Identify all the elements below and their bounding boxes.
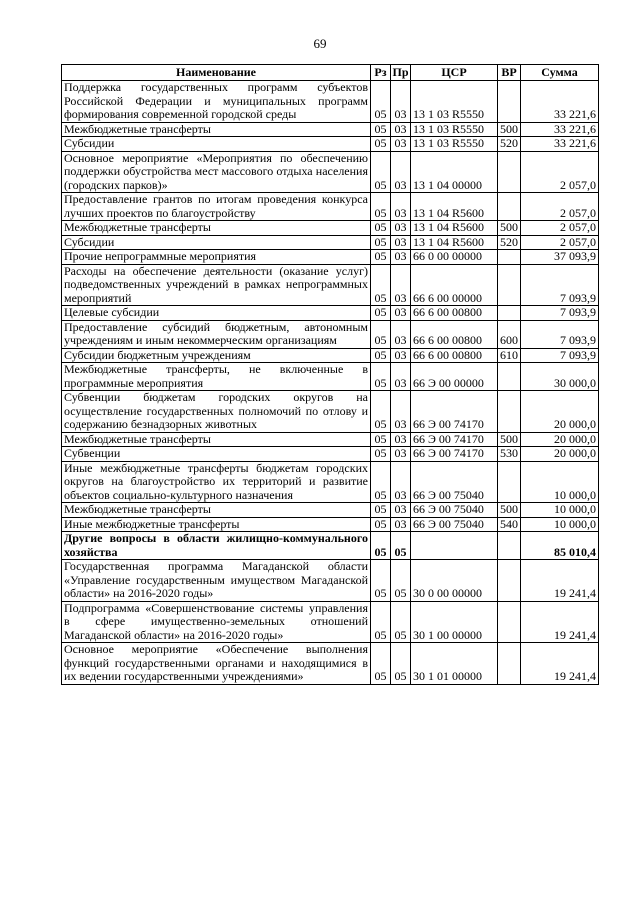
table-row (62, 306, 599, 321)
cell-sum: 2 057,0 (521, 235, 599, 250)
cell-vr (498, 363, 521, 391)
cell-sum: 85 010,4 (521, 532, 599, 560)
table-row (62, 81, 599, 123)
cell-vr (498, 391, 521, 433)
cell-csr: 30 1 00 00000 (411, 601, 498, 643)
cell-rz: 05 (371, 517, 391, 532)
cell-name: Основное мероприятие «Обеспечение выполнения функций государственными органами и находящимися в их ведении государственными учреждениями» (62, 643, 371, 685)
cell-vr (498, 461, 521, 503)
cell-sum: 2 057,0 (521, 221, 599, 236)
cell-sum: 7 093,9 (521, 348, 599, 363)
cell-rz: 05 (371, 264, 391, 306)
table-row (62, 235, 599, 250)
cell-rz: 05 (371, 643, 391, 685)
cell-csr: 66 0 00 00000 (411, 250, 498, 265)
cell-vr (498, 250, 521, 265)
cell-name: Межбюджетные трансферты, не включенные в программные мероприятия (62, 363, 371, 391)
cell-name: Субвенции бюджетам городских округов на осуществление государственных полномочий по отлову и содержанию безнадзорных животных (62, 391, 371, 433)
table-row (62, 320, 599, 348)
cell-rz: 05 (371, 503, 391, 518)
cell-rz: 05 (371, 348, 391, 363)
cell-name: Поддержка государственных программ субъектов Российской Федерации и муниципальных программ формирования современной городской среды (62, 81, 371, 123)
cell-csr: 66 6 00 00800 (411, 320, 498, 348)
cell-vr: 520 (498, 137, 521, 152)
cell-sum: 19 241,4 (521, 560, 599, 602)
cell-pr: 03 (391, 348, 411, 363)
table-row (62, 151, 599, 193)
cell-vr: 520 (498, 235, 521, 250)
cell-vr: 610 (498, 348, 521, 363)
cell-vr (498, 560, 521, 602)
cell-csr: 66 Э 00 74170 (411, 447, 498, 462)
cell-rz: 05 (371, 432, 391, 447)
cell-sum: 10 000,0 (521, 461, 599, 503)
cell-pr: 05 (391, 601, 411, 643)
cell-csr: 13 1 04 R5600 (411, 221, 498, 236)
cell-name: Субвенции (62, 447, 371, 462)
cell-csr: 66 Э 00 00000 (411, 363, 498, 391)
cell-name: Межбюджетные трансферты (62, 122, 371, 137)
header-pr: Пр (392, 64, 409, 79)
table-row (62, 461, 599, 503)
cell-sum: 20 000,0 (521, 432, 599, 447)
cell-sum: 7 093,9 (521, 320, 599, 348)
table-row (62, 122, 599, 137)
cell-rz: 05 (371, 532, 391, 560)
cell-csr: 13 1 03 R5550 (411, 122, 498, 137)
table-row (62, 447, 599, 462)
cell-name: Субсидии (62, 137, 371, 152)
cell-pr: 03 (391, 447, 411, 462)
table-row (62, 560, 599, 602)
table-row (62, 193, 599, 221)
cell-vr (498, 532, 521, 560)
cell-csr: 13 1 04 00000 (411, 151, 498, 193)
cell-vr: 500 (498, 432, 521, 447)
cell-csr: 30 0 00 00000 (411, 560, 498, 602)
table-row (62, 503, 599, 518)
cell-vr (498, 601, 521, 643)
cell-pr: 03 (391, 320, 411, 348)
cell-csr (411, 532, 498, 560)
cell-name: Иные межбюджетные трансферты (62, 517, 371, 532)
cell-pr: 03 (391, 264, 411, 306)
cell-name: Государственная программа Магаданской области «Управление государственным имуществом Магаданской области» на 2016-2020 годы» (62, 560, 371, 602)
page-number: 69 (313, 36, 327, 51)
cell-name: Межбюджетные трансферты (62, 503, 371, 518)
cell-rz: 05 (371, 81, 391, 123)
header-rz: Рз (371, 65, 391, 81)
cell-vr: 500 (498, 122, 521, 137)
cell-sum: 10 000,0 (521, 503, 599, 518)
cell-vr: 530 (498, 447, 521, 462)
cell-name: Подпрограмма «Совершенствование системы управления в сфере имущественно-земельных отношений Магаданской области» на 2016-2020 годы» (62, 601, 371, 643)
cell-vr (498, 643, 521, 685)
cell-pr: 05 (391, 560, 411, 602)
cell-vr (498, 264, 521, 306)
cell-sum: 33 221,6 (521, 137, 599, 152)
cell-rz: 05 (371, 122, 391, 137)
cell-vr: 500 (498, 503, 521, 518)
cell-rz: 05 (371, 363, 391, 391)
cell-csr: 13 1 03 R5550 (411, 137, 498, 152)
cell-name: Межбюджетные трансферты (62, 432, 371, 447)
cell-pr: 03 (391, 235, 411, 250)
cell-sum: 19 241,4 (521, 643, 599, 685)
cell-rz: 05 (371, 560, 391, 602)
table-row (62, 391, 599, 433)
cell-vr (498, 151, 521, 193)
cell-rz: 05 (371, 391, 391, 433)
cell-pr: 03 (391, 363, 411, 391)
cell-name: Предоставление субсидий бюджетным, автономным учреждениям и иным некоммерческим организациям (62, 320, 371, 348)
cell-sum: 10 000,0 (521, 517, 599, 532)
table-row (62, 363, 599, 391)
cell-sum: 33 221,6 (521, 81, 599, 123)
cell-csr: 66 Э 00 75040 (411, 517, 498, 532)
cell-rz: 05 (371, 221, 391, 236)
cell-name: Предоставление грантов по итогам проведения конкурса лучших проектов по благоустройству (62, 193, 371, 221)
cell-pr: 05 (391, 532, 411, 560)
cell-rz: 05 (371, 235, 391, 250)
cell-pr: 05 (391, 643, 411, 685)
cell-name: Иные межбюджетные трансферты бюджетам городских округов на благоустройство их территорий и развитие объектов социально-культурного назначения (62, 461, 371, 503)
cell-name: Субсидии (62, 235, 371, 250)
table-row (62, 137, 599, 152)
cell-csr: 66 Э 00 75040 (411, 503, 498, 518)
cell-sum: 2 057,0 (521, 151, 599, 193)
cell-sum: 37 093,9 (521, 250, 599, 265)
table-row (62, 221, 599, 236)
cell-pr: 03 (391, 122, 411, 137)
table-row (62, 250, 599, 265)
cell-pr: 03 (391, 503, 411, 518)
cell-rz: 05 (371, 306, 391, 321)
table-row (62, 601, 599, 643)
header-csr: ЦСР (411, 65, 498, 81)
cell-csr: 66 Э 00 75040 (411, 461, 498, 503)
cell-rz: 05 (371, 601, 391, 643)
cell-name: Межбюджетные трансферты (62, 221, 371, 236)
table-row (62, 348, 599, 363)
cell-rz: 05 (371, 461, 391, 503)
cell-pr: 03 (391, 432, 411, 447)
cell-csr: 13 1 04 R5600 (411, 193, 498, 221)
cell-csr: 66 6 00 00000 (411, 264, 498, 306)
cell-rz: 05 (371, 151, 391, 193)
cell-pr: 03 (391, 517, 411, 532)
cell-rz: 05 (371, 447, 391, 462)
table-body (62, 81, 599, 685)
cell-pr: 03 (391, 461, 411, 503)
cell-sum: 33 221,6 (521, 122, 599, 137)
cell-csr: 13 1 03 R5550 (411, 81, 498, 123)
table-row (62, 264, 599, 306)
cell-vr (498, 306, 521, 321)
cell-name: Субсидии бюджетным учреждениям (62, 348, 371, 363)
cell-sum: 19 241,4 (521, 601, 599, 643)
cell-csr: 66 6 00 00800 (411, 306, 498, 321)
cell-pr: 03 (391, 250, 411, 265)
cell-csr: 66 Э 00 74170 (411, 391, 498, 433)
table-header (62, 65, 599, 81)
cell-rz: 05 (371, 137, 391, 152)
cell-sum: 7 093,9 (521, 264, 599, 306)
cell-csr: 66 6 00 00800 (411, 348, 498, 363)
cell-pr: 03 (391, 221, 411, 236)
cell-name: Другие вопросы в области жилищно-коммунального хозяйства (62, 532, 371, 560)
cell-vr: 540 (498, 517, 521, 532)
cell-vr: 600 (498, 320, 521, 348)
cell-vr (498, 81, 521, 123)
cell-pr: 03 (391, 391, 411, 433)
cell-sum: 30 000,0 (521, 363, 599, 391)
cell-sum: 7 093,9 (521, 306, 599, 321)
cell-pr: 03 (391, 306, 411, 321)
cell-pr: 03 (391, 81, 411, 123)
cell-vr (498, 193, 521, 221)
cell-pr: 03 (391, 137, 411, 152)
cell-name: Прочие непрограммные мероприятия (62, 250, 371, 265)
header-sum: Сумма (521, 65, 599, 81)
table-row (62, 532, 599, 560)
cell-sum: 20 000,0 (521, 391, 599, 433)
cell-pr: 03 (391, 151, 411, 193)
cell-name: Целевые субсидии (62, 306, 371, 321)
table-row (62, 432, 599, 447)
cell-sum: 20 000,0 (521, 447, 599, 462)
cell-rz: 05 (371, 193, 391, 221)
cell-rz: 05 (371, 320, 391, 348)
header-name: Наименование (62, 65, 371, 81)
cell-vr: 500 (498, 221, 521, 236)
budget-table (61, 64, 599, 685)
cell-rz: 05 (371, 250, 391, 265)
cell-sum: 2 057,0 (521, 193, 599, 221)
cell-csr: 13 1 04 R5600 (411, 235, 498, 250)
table-row (62, 643, 599, 685)
cell-csr: 30 1 01 00000 (411, 643, 498, 685)
cell-pr: 03 (391, 193, 411, 221)
header-vr: ВР (498, 65, 521, 81)
cell-name: Расходы на обеспечение деятельности (оказание услуг) подведомственных учреждений в рамках непрограммных мероприятий (62, 264, 371, 306)
table-row (62, 517, 599, 532)
cell-csr: 66 Э 00 74170 (411, 432, 498, 447)
cell-name: Основное мероприятие «Мероприятия по обеспечению поддержки обустройства мест массового отдыха населения (городских парков)» (62, 151, 371, 193)
